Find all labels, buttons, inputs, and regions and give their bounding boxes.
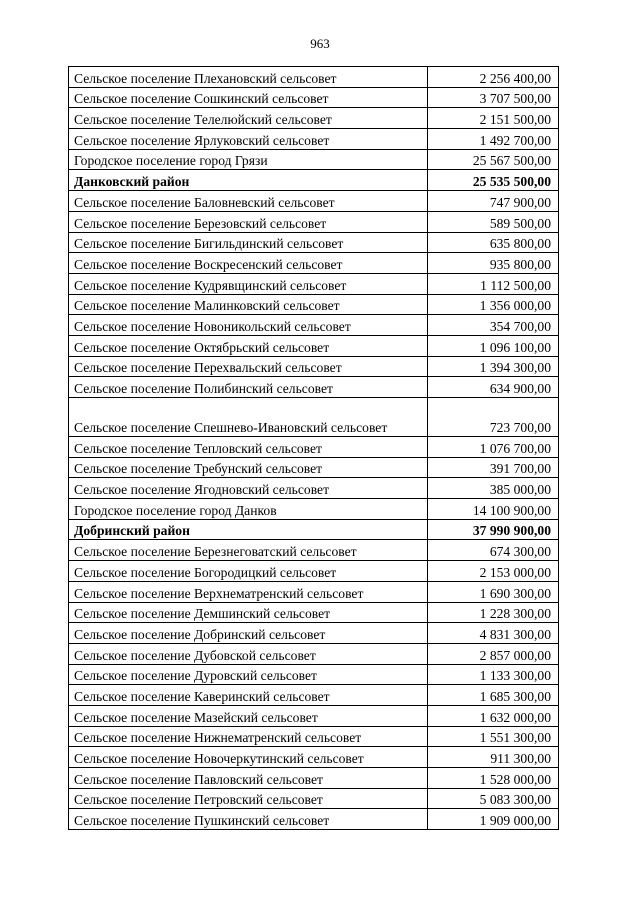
table-row xyxy=(69,232,559,253)
amount-cell: 1 228 300,00 xyxy=(428,602,559,623)
budget-table-body xyxy=(69,67,559,830)
table-row xyxy=(69,398,559,437)
table-row xyxy=(69,747,559,768)
table-row xyxy=(69,335,559,356)
amount-cell: 723 700,00 xyxy=(428,398,559,437)
district-total-row xyxy=(69,519,559,540)
table-row xyxy=(69,253,559,274)
settlement-name: Городское поселение город Данков xyxy=(69,499,428,520)
table-row xyxy=(69,191,559,212)
settlement-name: Сельское поселение Петровский сельсовет xyxy=(69,788,428,809)
settlement-name: Сельское поселение Пушкинский сельсовет xyxy=(69,809,428,830)
amount-cell: 634 900,00 xyxy=(428,377,559,398)
amount-cell: 1 492 700,00 xyxy=(428,129,559,150)
amount-cell: 1 394 300,00 xyxy=(428,356,559,377)
amount-cell: 911 300,00 xyxy=(428,747,559,768)
table-row xyxy=(69,664,559,685)
district-name: Добринский район xyxy=(69,519,428,540)
table-row xyxy=(69,685,559,706)
table-row xyxy=(69,809,559,830)
amount-cell: 3 707 500,00 xyxy=(428,87,559,108)
settlement-name: Сельское поселение Павловский сельсовет xyxy=(69,768,428,789)
table-row xyxy=(69,602,559,623)
amount-cell: 25 567 500,00 xyxy=(428,149,559,170)
settlement-name: Сельское поселение Демшинский сельсовет xyxy=(69,602,428,623)
settlement-name: Сельское поселение Березовский сельсовет xyxy=(69,211,428,232)
amount-cell: 385 000,00 xyxy=(428,478,559,499)
amount-cell: 747 900,00 xyxy=(428,191,559,212)
table-row xyxy=(69,67,559,88)
table-row xyxy=(69,356,559,377)
settlement-name: Сельское поселение Ярлуковский сельсовет xyxy=(69,129,428,150)
settlement-name: Сельское поселение Спешнево-Ивановский сельсовет xyxy=(69,398,428,437)
settlement-name: Сельское поселение Кудрявщинский сельсовет xyxy=(69,273,428,294)
district-total-amount: 37 990 900,00 xyxy=(428,519,559,540)
amount-cell: 2 151 500,00 xyxy=(428,108,559,129)
settlement-name: Сельское поселение Октябрьский сельсовет xyxy=(69,335,428,356)
table-row xyxy=(69,457,559,478)
table-row xyxy=(69,437,559,458)
settlement-name: Сельское поселение Каверинский сельсовет xyxy=(69,685,428,706)
settlement-name: Сельское поселение Тепловский сельсовет xyxy=(69,437,428,458)
district-total-amount: 25 535 500,00 xyxy=(428,170,559,191)
amount-cell: 1 528 000,00 xyxy=(428,768,559,789)
settlement-name: Сельское поселение Мазейский сельсовет xyxy=(69,705,428,726)
amount-cell: 1 112 500,00 xyxy=(428,273,559,294)
settlement-name: Сельское поселение Перехвальский сельсовет xyxy=(69,356,428,377)
table-row xyxy=(69,273,559,294)
amount-cell: 1 096 100,00 xyxy=(428,335,559,356)
page-number: 963 xyxy=(310,36,330,51)
amount-cell: 1 685 300,00 xyxy=(428,685,559,706)
amount-cell: 935 800,00 xyxy=(428,253,559,274)
amount-cell: 2 153 000,00 xyxy=(428,561,559,582)
amount-cell: 2 857 000,00 xyxy=(428,643,559,664)
district-name: Данковский район xyxy=(69,170,428,191)
table-row xyxy=(69,561,559,582)
settlement-name: Сельское поселение Воскресенский сельсовет xyxy=(69,253,428,274)
table-row xyxy=(69,499,559,520)
settlement-name: Сельское поселение Ягодновский сельсовет xyxy=(69,478,428,499)
table-row xyxy=(69,623,559,644)
table-row xyxy=(69,315,559,336)
settlement-name: Сельское поселение Плехановский сельсовет xyxy=(69,67,428,88)
table-row xyxy=(69,211,559,232)
table-row xyxy=(69,129,559,150)
amount-cell: 1 632 000,00 xyxy=(428,705,559,726)
settlement-name: Сельское поселение Дубовской сельсовет xyxy=(69,643,428,664)
amount-cell: 391 700,00 xyxy=(428,457,559,478)
settlement-name: Сельское поселение Новоникольский сельсовет xyxy=(69,315,428,336)
table-row xyxy=(69,108,559,129)
settlement-name: Сельское поселение Богородицкий сельсовет xyxy=(69,561,428,582)
amount-cell: 635 800,00 xyxy=(428,232,559,253)
settlement-name: Сельское поселение Баловневский сельсовет xyxy=(69,191,428,212)
settlement-name: Сельское поселение Сошкинский сельсовет xyxy=(69,87,428,108)
amount-cell: 4 831 300,00 xyxy=(428,623,559,644)
table-row xyxy=(69,478,559,499)
settlement-name: Сельское поселение Березнеговатский сельсовет xyxy=(69,540,428,561)
table-row xyxy=(69,788,559,809)
amount-cell: 589 500,00 xyxy=(428,211,559,232)
table-row xyxy=(69,581,559,602)
settlement-name: Сельское поселение Малинковский сельсовет xyxy=(69,294,428,315)
amount-cell: 1 356 000,00 xyxy=(428,294,559,315)
amount-cell: 354 700,00 xyxy=(428,315,559,336)
settlement-name: Сельское поселение Верхнематренский сельсовет xyxy=(69,581,428,602)
amount-cell: 1 909 000,00 xyxy=(428,809,559,830)
amount-cell: 14 100 900,00 xyxy=(428,499,559,520)
table-row xyxy=(69,768,559,789)
table-row xyxy=(69,643,559,664)
amount-cell: 1 551 300,00 xyxy=(428,726,559,747)
table-row xyxy=(69,540,559,561)
amount-cell: 5 083 300,00 xyxy=(428,788,559,809)
settlement-name: Сельское поселение Добринский сельсовет xyxy=(69,623,428,644)
table-row xyxy=(69,726,559,747)
table-row xyxy=(69,377,559,398)
amount-cell: 1 076 700,00 xyxy=(428,437,559,458)
settlement-name: Сельское поселение Дуровский сельсовет xyxy=(69,664,428,685)
settlement-name: Сельское поселение Требунский сельсовет xyxy=(69,457,428,478)
amount-cell: 1 690 300,00 xyxy=(428,581,559,602)
table-row xyxy=(69,87,559,108)
table-row xyxy=(69,705,559,726)
amount-cell: 1 133 300,00 xyxy=(428,664,559,685)
table-row xyxy=(69,149,559,170)
settlement-name: Городское поселение город Грязи xyxy=(69,149,428,170)
settlement-name: Сельское поселение Полибинский сельсовет xyxy=(69,377,428,398)
settlement-name: Сельское поселение Нижнематренский сельсовет xyxy=(69,726,428,747)
table-row xyxy=(69,294,559,315)
budget-table xyxy=(68,66,559,830)
amount-cell: 2 256 400,00 xyxy=(428,67,559,88)
settlement-name: Сельское поселение Телелюйский сельсовет xyxy=(69,108,428,129)
settlement-name: Сельское поселение Бигильдинский сельсовет xyxy=(69,232,428,253)
amount-cell: 674 300,00 xyxy=(428,540,559,561)
district-total-row xyxy=(69,170,559,191)
settlement-name: Сельское поселение Новочеркутинский сельсовет xyxy=(69,747,428,768)
